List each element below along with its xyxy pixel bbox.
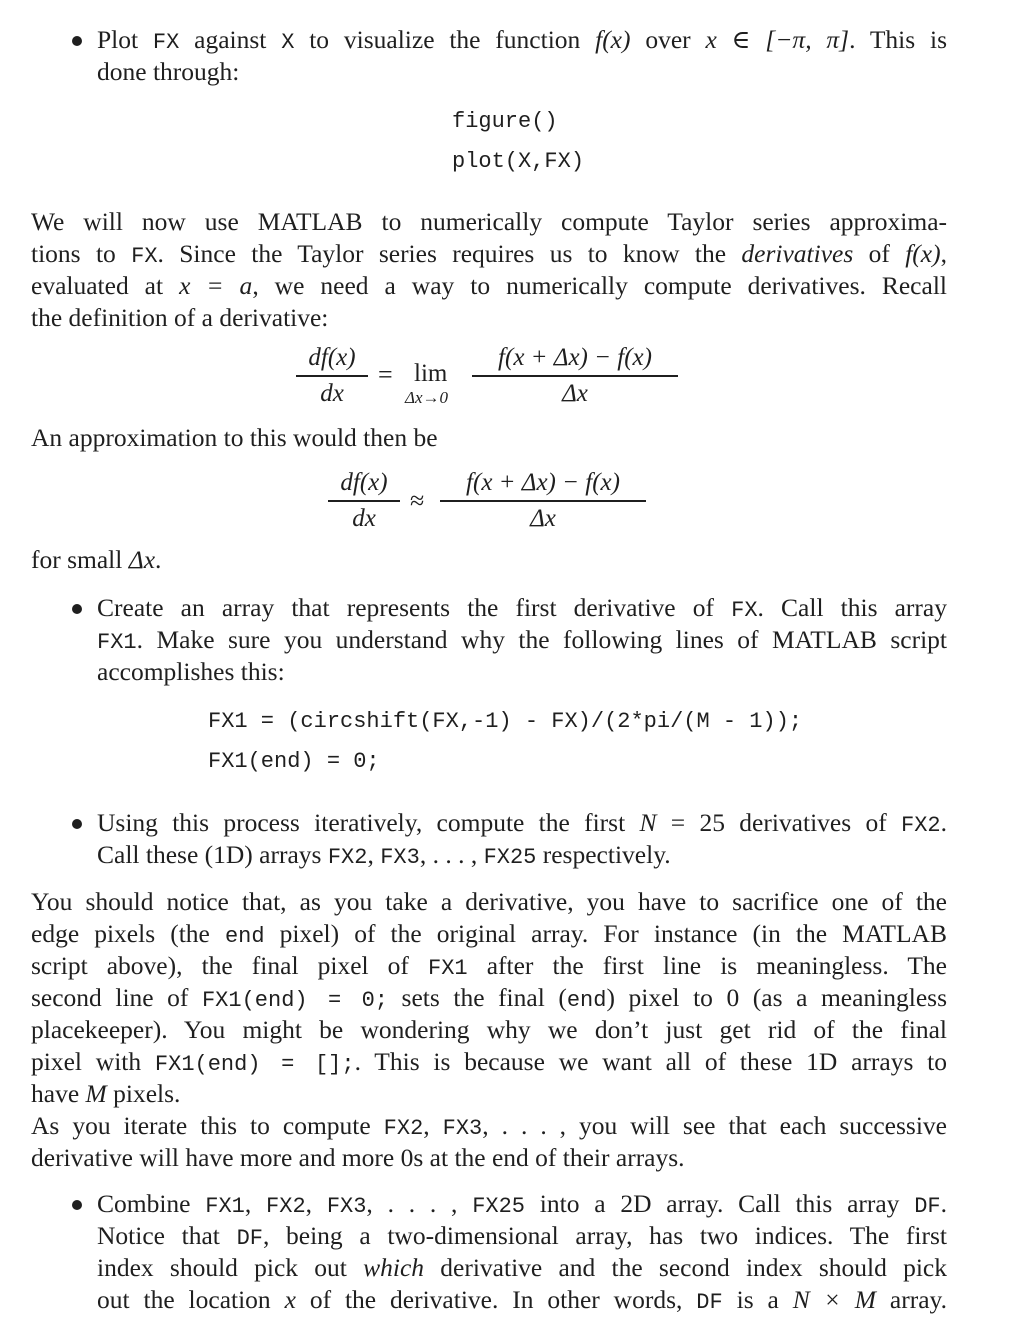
text: evaluated at	[31, 271, 180, 300]
numerator: df(x)	[340, 469, 388, 496]
bullet4-line4	[97, 1284, 947, 1319]
text: against	[179, 25, 282, 54]
text: ,	[423, 1111, 443, 1140]
text: index should pick out	[97, 1253, 364, 1282]
code-inline: FX25	[472, 1194, 526, 1219]
numerator: df(x)	[308, 344, 356, 371]
denominator: dx	[352, 504, 376, 532]
text: pixel) of the original array. For instance (in the MATLAB	[264, 919, 947, 948]
math-inline: f(x)	[595, 25, 631, 54]
text: second line of	[31, 983, 202, 1012]
text: ,	[940, 239, 947, 268]
para4-line7	[31, 1078, 947, 1110]
code-inline: FX1	[205, 1194, 245, 1219]
bullet2-line1	[97, 592, 947, 627]
para1-line1: We will now use MATLAB to numerically compute Taylor series approxima-	[31, 207, 947, 236]
text: Using this process iteratively, compute the first	[97, 808, 640, 837]
para4-line3	[31, 950, 947, 985]
para1-line3	[31, 270, 947, 302]
text: = 25 derivatives of	[656, 808, 902, 837]
math-inline: x = a	[179, 271, 253, 300]
text: to visualize the function	[294, 25, 596, 54]
text: respectively.	[536, 840, 671, 869]
code-inline: DF	[914, 1194, 941, 1219]
text: , . . . , you will see that each successive	[482, 1111, 947, 1140]
text: Plot	[97, 25, 153, 54]
code-inline: FX2	[901, 813, 941, 838]
text: edge pixels (the	[31, 919, 225, 948]
code-inline: DF	[236, 1226, 263, 1251]
math-inline: x	[284, 1285, 296, 1314]
code-inline: FX1(end) = [];	[154, 1052, 355, 1077]
para4-line4	[31, 982, 947, 1017]
code-line: FX1 = (circshift(FX,-1) - FX)/(2*pi/(M - 1));	[208, 709, 803, 734]
text: sets the final (	[387, 983, 567, 1012]
math-inline: f(x)	[905, 239, 941, 268]
text: script above), the final pixel of	[31, 951, 429, 980]
fraction	[328, 468, 400, 534]
text: , being a two-dimensional array, has two indices. The first	[262, 1221, 947, 1250]
fraction	[296, 343, 368, 409]
text: . This is because we want all of these 1D arrays to	[354, 1047, 947, 1076]
code-inline: FX25	[483, 845, 537, 870]
text: is a	[722, 1285, 793, 1314]
bullet-marker	[72, 819, 82, 829]
math-inline: M	[85, 1079, 107, 1108]
code-inline: end	[566, 988, 607, 1013]
emphasis: which	[363, 1253, 425, 1282]
bullet-marker	[72, 36, 82, 46]
text: .	[940, 1189, 947, 1218]
text: Call these (1D) arrays	[97, 840, 328, 869]
code-inline: FX2	[383, 1116, 424, 1141]
code-inline: X	[281, 30, 295, 55]
para5-line2: derivative will have more and more 0s at the end of their arrays.	[31, 1143, 685, 1172]
code-line: figure()	[452, 109, 558, 134]
code-inline: FX	[131, 244, 158, 269]
limit-subscript: Δx→0	[405, 388, 449, 407]
text: out the location	[97, 1285, 285, 1314]
text: Notice that	[97, 1221, 237, 1250]
numerator: f(x + Δx) − f(x)	[498, 344, 652, 371]
code-inline: FX2	[266, 1194, 306, 1219]
relation-symbol: =	[378, 360, 393, 389]
para4-line2	[31, 918, 947, 953]
text: after the first line is meaningless. The	[467, 951, 947, 980]
code-inline: FX3	[442, 1116, 483, 1141]
text: pixel with	[31, 1047, 155, 1076]
para2: An approximation to this would then be	[31, 423, 438, 452]
text: Create an array that represents the first derivative of	[97, 593, 732, 622]
text: Combine	[97, 1189, 206, 1218]
text: have	[31, 1079, 86, 1108]
text: ,	[305, 1189, 327, 1218]
bullet2-line3: accomplishes this:	[97, 657, 285, 686]
para5-line1	[31, 1110, 947, 1145]
code-inline: FX	[731, 598, 758, 623]
math-inline: Δx	[128, 545, 156, 574]
code-inline: FX3	[326, 1194, 367, 1219]
text: pixels.	[106, 1079, 181, 1108]
text: . This is	[849, 25, 947, 54]
fraction	[472, 343, 678, 409]
bullet2-line2	[97, 624, 947, 659]
text: ,	[244, 1189, 267, 1218]
text: ) pixel to 0 (as a meaningless	[606, 983, 948, 1012]
bullet1-line1	[97, 24, 947, 59]
text: , we need a way to numerically compute derivatives. Recall	[252, 271, 947, 300]
denominator: Δx	[530, 504, 556, 532]
text: .	[940, 808, 947, 837]
text: . Call this array	[757, 593, 947, 622]
text: , . . . ,	[366, 1189, 473, 1218]
code-inline: FX3	[380, 845, 420, 870]
denominator: dx	[320, 379, 344, 407]
text: . Since the Taylor series requires us to know the	[157, 239, 742, 268]
code-inline: end	[224, 924, 265, 949]
text: of	[853, 239, 906, 268]
code-inline: FX1	[428, 956, 468, 981]
text: ,	[367, 840, 381, 869]
para4-line1: You should notice that, as you take a derivative, you have to sacrifice one of the	[31, 887, 947, 916]
limit-operator: lim	[414, 360, 448, 387]
emphasis: derivatives	[741, 239, 854, 268]
relation-symbol: ≈	[410, 486, 425, 515]
para1-line2	[31, 238, 947, 273]
para3	[31, 544, 947, 576]
code-line: FX1(end) = 0;	[208, 749, 380, 774]
code-inline: FX1	[97, 630, 137, 655]
text: tions to	[31, 239, 132, 268]
text: .	[155, 545, 162, 574]
text: of the derivative. In other words,	[295, 1285, 697, 1314]
text: over	[630, 25, 706, 54]
bullet3-line2	[97, 839, 947, 874]
fraction	[440, 468, 646, 534]
code-inline: DF	[696, 1290, 723, 1315]
math-inline: N × M	[792, 1285, 876, 1314]
bullet-marker	[72, 604, 82, 614]
code-line: plot(X,FX)	[452, 149, 585, 174]
bullet3-line1	[97, 807, 947, 842]
para4-line5: placekeeper). You might be wondering why we don’t just get rid of the final	[31, 1015, 947, 1044]
para1-line4: the definition of a derivative:	[31, 303, 329, 332]
numerator: f(x + Δx) − f(x)	[466, 469, 620, 496]
math-inline: x ∈ [−π, π]	[705, 25, 850, 54]
code-inline: FX1(end) = 0;	[201, 988, 388, 1013]
text: derivative and the second index should pick	[424, 1253, 947, 1282]
bullet1-line2: done through:	[97, 57, 240, 86]
code-inline: FX	[152, 30, 180, 55]
text: . Make sure you understand why the following lines of MATLAB script	[136, 625, 947, 654]
denominator: Δx	[562, 379, 588, 407]
text: As you iterate this to compute	[31, 1111, 384, 1140]
text: for small	[31, 545, 129, 574]
bullet4-line2	[97, 1220, 947, 1255]
para4-line6	[31, 1046, 947, 1081]
bullet-marker	[72, 1200, 82, 1210]
math-inline: N	[639, 808, 657, 837]
bullet4-line3	[97, 1252, 947, 1284]
text: , . . . ,	[419, 840, 484, 869]
code-inline: FX2	[327, 845, 368, 870]
text: array.	[876, 1285, 947, 1314]
text: into a 2D array. Call this array	[525, 1189, 915, 1218]
bullet4-line1	[97, 1188, 947, 1223]
